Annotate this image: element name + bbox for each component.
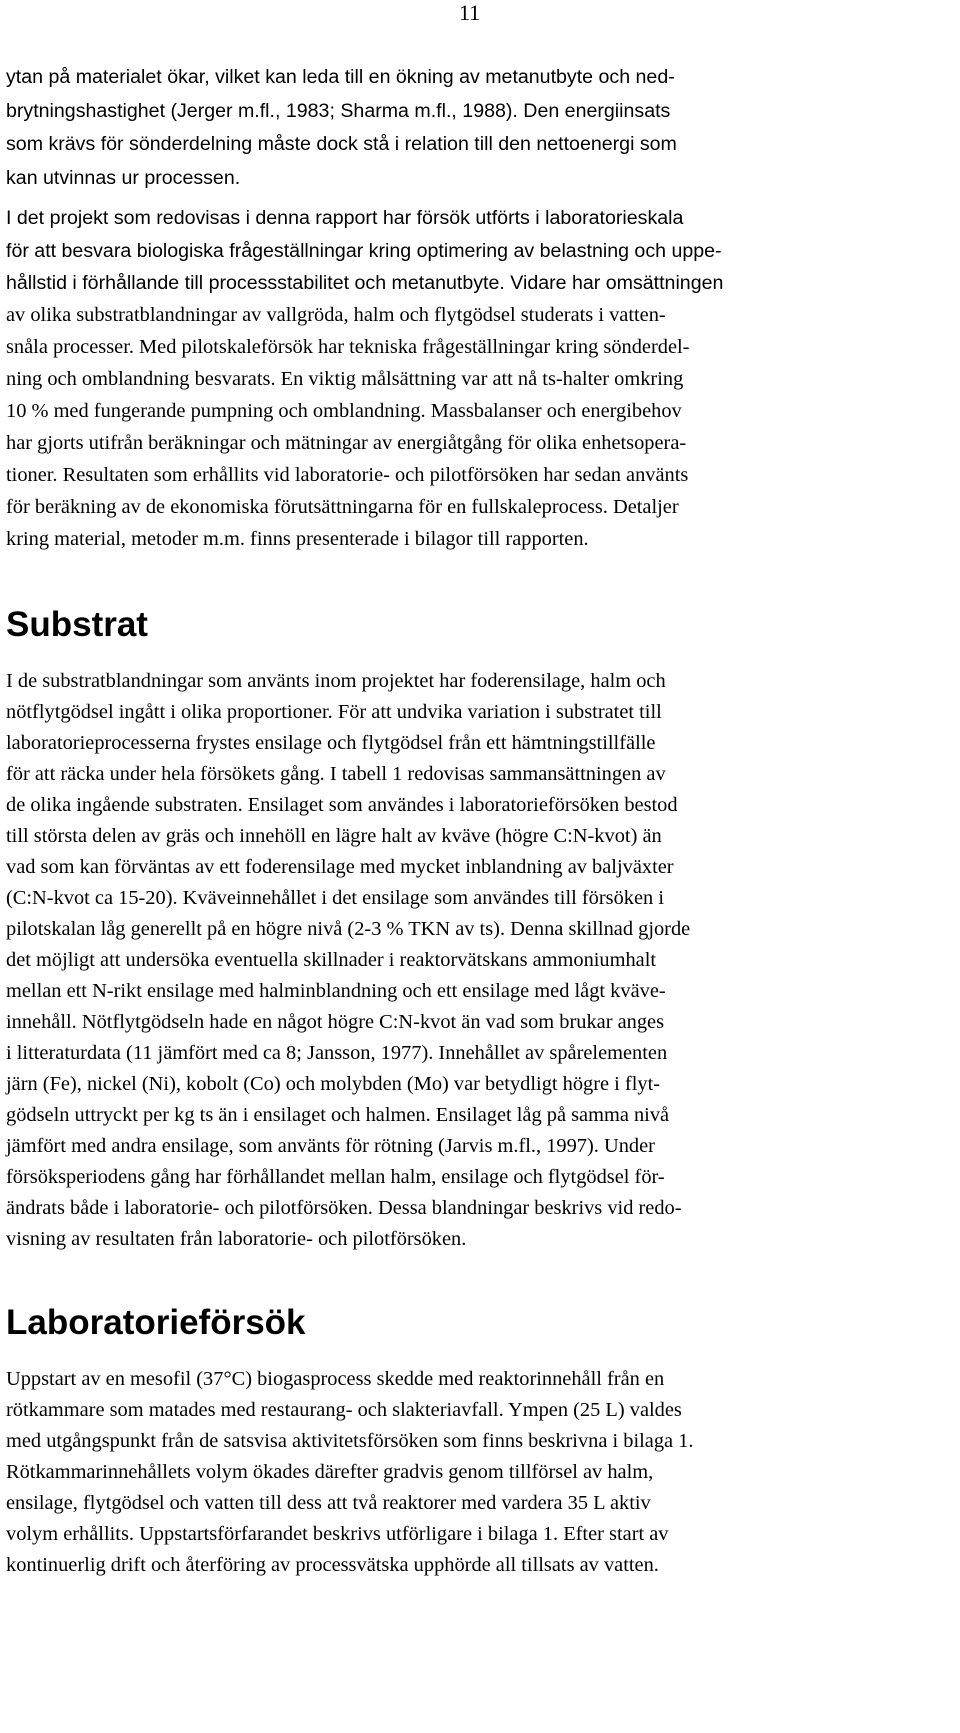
text-line: gödseln uttryckt per kg ts än i ensilaget och halmen. Ensilaget låg på samma nivå — [6, 1104, 670, 1126]
text-line: vad som kan förväntas av ett foderensilage med mycket inblandning av baljväxter — [6, 856, 674, 878]
text-line: visning av resultaten från laboratorie- och pilotförsöken. — [6, 1228, 467, 1250]
text-line: I de substratblandningar som använts inom projektet har foderensilage, halm och — [6, 670, 666, 692]
text-line: har gjorts utifrån beräkningar och mätningar av energiåtgång för olika enhetsopera- — [6, 432, 687, 454]
text-line: det möjligt att undersöka eventuella skillnader i reaktorvätskans ammoniumhalt — [6, 949, 657, 971]
text-line: för beräkning av de ekonomiska förutsättningarna för en fullskaleprocess. Detaljer — [6, 496, 679, 518]
text-line: mellan ett N-rikt ensilage med halminblandning och ett ensilage med lågt kväve- — [6, 980, 666, 1002]
text-line: snåla processer. Med pilotskaleförsök har tekniska frågeställningar kring sönderdel- — [6, 336, 690, 358]
page-number: 11 — [459, 0, 481, 25]
section-heading-laboratorieforsok: Laboratorieförsök — [6, 1303, 306, 1342]
text-line: kan utvinnas ur processen. — [6, 167, 241, 189]
text-line: ensilage, flytgödsel och vatten till dess att två reaktorer med vardera 35 L aktiv — [6, 1492, 651, 1514]
text-line: Rötkammarinnehållets volym ökades därefter gradvis genom tillförsel av halm, — [6, 1461, 654, 1483]
section-heading-substrat: Substrat — [6, 605, 148, 644]
text-line: volym erhållits. Uppstartsförfarandet beskrivs utförligare i bilaga 1. Efter start av — [6, 1523, 669, 1545]
text-line: ytan på materialet ökar, vilket kan leda till en ökning av metanutbyte och ned- — [6, 66, 675, 88]
text-line: i litteraturdata (11 jämfört med ca 8; Jansson, 1977). Innehållet av spårelementen — [6, 1042, 668, 1064]
text-line: av olika substratblandningar av vallgröda, halm och flytgödsel studerats i vatten- — [6, 304, 666, 326]
text-line: nötflytgödsel ingått i olika proportioner. För att undvika variation i substratet till — [6, 701, 662, 723]
text-line: med utgångspunkt från de satsvisa aktivitetsförsöken som finns beskrivna i bilaga 1. — [6, 1430, 694, 1452]
text-line: 10 % med fungerande pumpning och omblandning. Massbalanser och energibehov — [6, 400, 682, 422]
text-line: kring material, metoder m.m. finns presenterade i bilagor till rapporten. — [6, 528, 589, 550]
text-line: för att besvara biologiska frågeställningar kring optimering av belastning och uppe- — [6, 240, 722, 262]
text-line: de olika ingående substraten. Ensilaget som användes i laboratorieförsöken bestod — [6, 794, 678, 816]
text-line: Uppstart av en mesofil (37°C) biogasprocess skedde med reaktorinnehåll från en — [6, 1368, 665, 1390]
text-line: rötkammare som matades med restaurang- och slakteriavfall. Ympen (25 L) valdes — [6, 1399, 682, 1421]
text-line: tioner. Resultaten som erhållits vid laboratorie- och pilotförsöken har sedan använts — [6, 464, 689, 486]
text-line: som krävs för sönderdelning måste dock stå i relation till den nettoenergi som — [6, 133, 677, 155]
text-line: för att räcka under hela försökets gång. I tabell 1 redovisas sammansättningen av — [6, 763, 666, 785]
text-line: järn (Fe), nickel (Ni), kobolt (Co) och molybden (Mo) var betydligt högre i flyt- — [6, 1073, 661, 1095]
text-line: laboratorieprocesserna frystes ensilage och flytgödsel från ett hämtningstillfälle — [6, 732, 656, 754]
text-line: hållstid i förhållande till processstabilitet och metanutbyte. Vidare har omsättningen — [6, 272, 724, 294]
text-line: brytningshastighet (Jerger m.fl., 1983; Sharma m.fl., 1988). Den energiinsats — [6, 100, 671, 122]
text-line: I det projekt som redovisas i denna rapport har försök utförts i laboratorieskala — [6, 207, 684, 229]
text-line: försöksperiodens gång har förhållandet mellan halm, ensilage och flytgödsel för- — [6, 1166, 665, 1188]
text-line: innehåll. Nötflytgödseln hade en något högre C:N-kvot än vad som brukar anges — [6, 1011, 665, 1033]
text-line: ning och omblandning besvarats. En viktig målsättning var att nå ts-halter omkring — [6, 368, 684, 390]
text-line: ändrats både i laboratorie- och pilotförsöken. Dessa blandningar beskrivs vid redo- — [6, 1197, 682, 1219]
text-line: till största delen av gräs och innehöll en lägre halt av kväve (högre C:N-kvot) än — [6, 825, 662, 847]
text-line: pilotskalan låg generellt på en högre nivå (2-3 % TKN av ts). Denna skillnad gjorde — [6, 918, 691, 940]
text-line: kontinuerlig drift och återföring av processvätska upphörde all tillsats av vatten. — [6, 1554, 659, 1576]
text-line: (C:N-kvot ca 15-20). Kväveinnehållet i det ensilage som användes till försöken i — [6, 887, 664, 909]
text-line: jämfört med andra ensilage, som använts för rötning (Jarvis m.fl., 1997). Under — [6, 1135, 655, 1157]
